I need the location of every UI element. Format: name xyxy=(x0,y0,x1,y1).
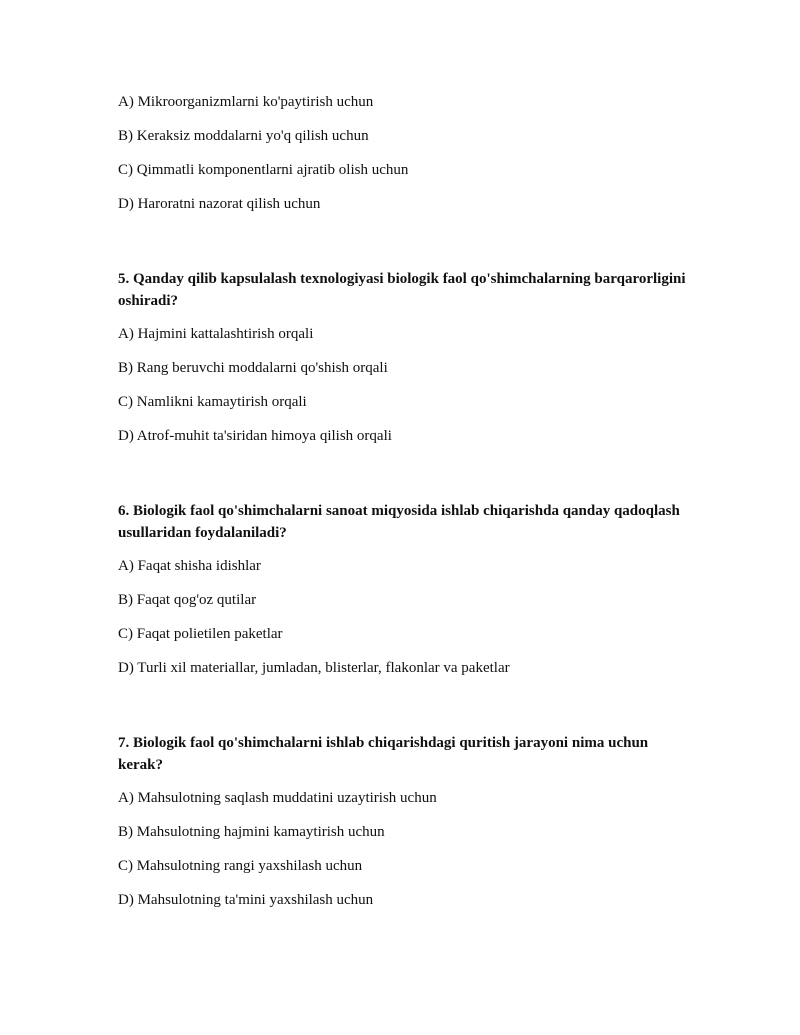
option-b: B) Mahsulotning hajmini kamaytirish uchun xyxy=(118,824,385,840)
question-block-7 xyxy=(118,732,688,910)
option-c: C) Qimmatli komponentlarni ajratib olish uchun xyxy=(118,162,409,178)
option-c: C) Namlikni kamaytirish orqali xyxy=(118,394,307,410)
question-text: 5. Qanday qilib kapsulalash texnologiyasi biologik faol qo'shimchalarning barqarorligini oshiradi? xyxy=(118,271,686,309)
option-c: C) Mahsulotning rangi yaxshilash uchun xyxy=(118,858,363,874)
option-a: A) Mahsulotning saqlash muddatini uzaytirish uchun xyxy=(118,790,437,806)
option-c: C) Faqat polietilen paketlar xyxy=(118,626,283,642)
document-page xyxy=(118,92,688,924)
spacer xyxy=(118,228,688,268)
option-d: D) Mahsulotning ta'mini yaxshilash uchun xyxy=(118,892,374,908)
option-b: B) Faqat qog'oz qutilar xyxy=(118,592,257,608)
option-a: A) Hajmini kattalashtirish orqali xyxy=(118,326,314,342)
option-a: A) Mikroorganizmlarni ko'paytirish uchun xyxy=(118,94,374,110)
option-a: A) Faqat shisha idishlar xyxy=(118,558,261,574)
spacer xyxy=(118,460,688,500)
question-text: 7. Biologik faol qo'shimchalarni ishlab chiqarishdagi quritish jarayoni nima uchun kerak? xyxy=(118,735,649,773)
question-block-5 xyxy=(118,268,688,446)
question-text: 6. Biologik faol qo'shimchalarni sanoat miqyosida ishlab chiqarishda qanday qadoqlash usullaridan foydalaniladi? xyxy=(118,503,680,541)
option-d: D) Turli xil materiallar, jumladan, blisterlar, flakonlar va paketlar xyxy=(118,660,510,676)
question-block-4-options xyxy=(118,92,688,214)
option-b: B) Keraksiz moddalarni yo'q qilish uchun xyxy=(118,128,369,144)
option-d: D) Haroratni nazorat qilish uchun xyxy=(118,196,321,212)
spacer xyxy=(118,692,688,732)
option-d: D) Atrof-muhit ta'siridan himoya qilish orqali xyxy=(118,428,392,444)
option-b: B) Rang beruvchi moddalarni qo'shish orqali xyxy=(118,360,388,376)
question-block-6 xyxy=(118,500,688,678)
